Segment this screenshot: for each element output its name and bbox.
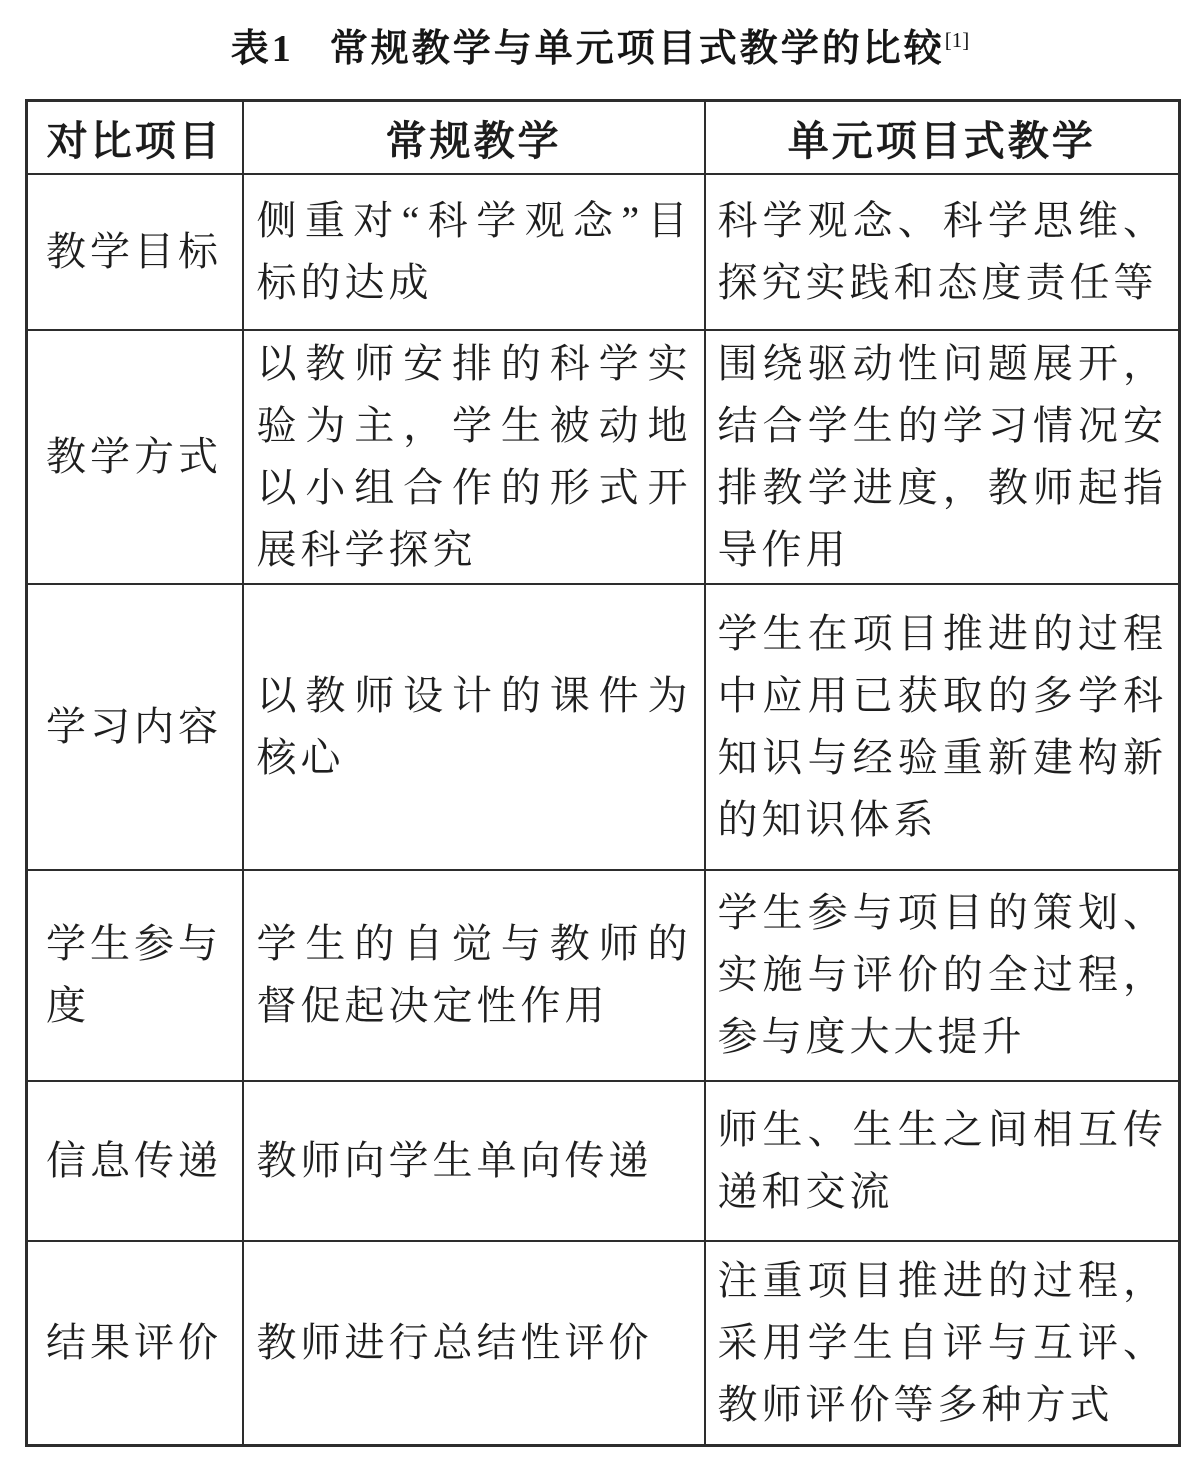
unit-project-teaching-cell: 学生参与项目的策划、实施与评价的全过程，参与度大大提升 — [705, 870, 1180, 1081]
table-row-teaching-method — [27, 330, 1180, 584]
col-header-conventional-teaching: 常规教学 — [243, 101, 705, 174]
conventional-teaching-cell: 教师进行总结性评价 — [243, 1241, 705, 1446]
col-header-unit-project-teaching: 单元项目式教学 — [705, 101, 1180, 174]
conventional-teaching-cell: 以教师设计的课件为核心 — [243, 584, 705, 870]
table-row-result-evaluation — [27, 1241, 1180, 1446]
table-row-student-participation — [27, 870, 1180, 1081]
unit-project-teaching-cell: 注重项目推进的过程，采用学生自评与互评、教师评价等多种方式 — [705, 1241, 1180, 1446]
row-label: 教学方式 — [27, 330, 243, 584]
table-row-information-transfer — [27, 1081, 1180, 1241]
header-row — [27, 101, 1180, 174]
unit-project-teaching-cell: 学生在项目推进的过程中应用已获取的多学科知识与经验重新建构新的知识体系 — [705, 584, 1180, 870]
unit-project-teaching-cell: 师生、生生之间相互传递和交流 — [705, 1081, 1180, 1241]
row-label: 信息传递 — [27, 1081, 243, 1241]
row-label: 结果评价 — [27, 1241, 243, 1446]
conventional-teaching-cell: 以教师安排的科学实验为主，学生被动地以小组合作的形式开展科学探究 — [243, 330, 705, 584]
comparison-table — [25, 99, 1181, 1447]
conventional-teaching-cell: 侧重对“科学观念”目标的达成 — [243, 174, 705, 330]
unit-project-teaching-cell: 围绕驱动性问题展开，结合学生的学习情况安排教学进度，教师起指导作用 — [705, 330, 1180, 584]
footnote-reference: [1] — [944, 28, 970, 52]
col-header-compare-item: 对比项目 — [27, 101, 243, 174]
unit-project-teaching-cell: 科学观念、科学思维、探究实践和态度责任等 — [705, 174, 1180, 330]
conventional-teaching-cell: 学生的自觉与教师的督促起决定性作用 — [243, 870, 705, 1081]
table-caption — [0, 0, 1200, 70]
row-label: 教学目标 — [27, 174, 243, 330]
table-caption-number: 表1 — [230, 28, 294, 70]
row-label: 学习内容 — [27, 584, 243, 870]
row-label: 学生参与度 — [27, 870, 243, 1081]
table-row-learning-content — [27, 584, 1180, 870]
table-row-teaching-goal — [27, 174, 1180, 330]
conventional-teaching-cell: 教师向学生单向传递 — [243, 1081, 705, 1241]
table-caption-text: 常规教学与单元项目式教学的比较 — [329, 28, 945, 70]
